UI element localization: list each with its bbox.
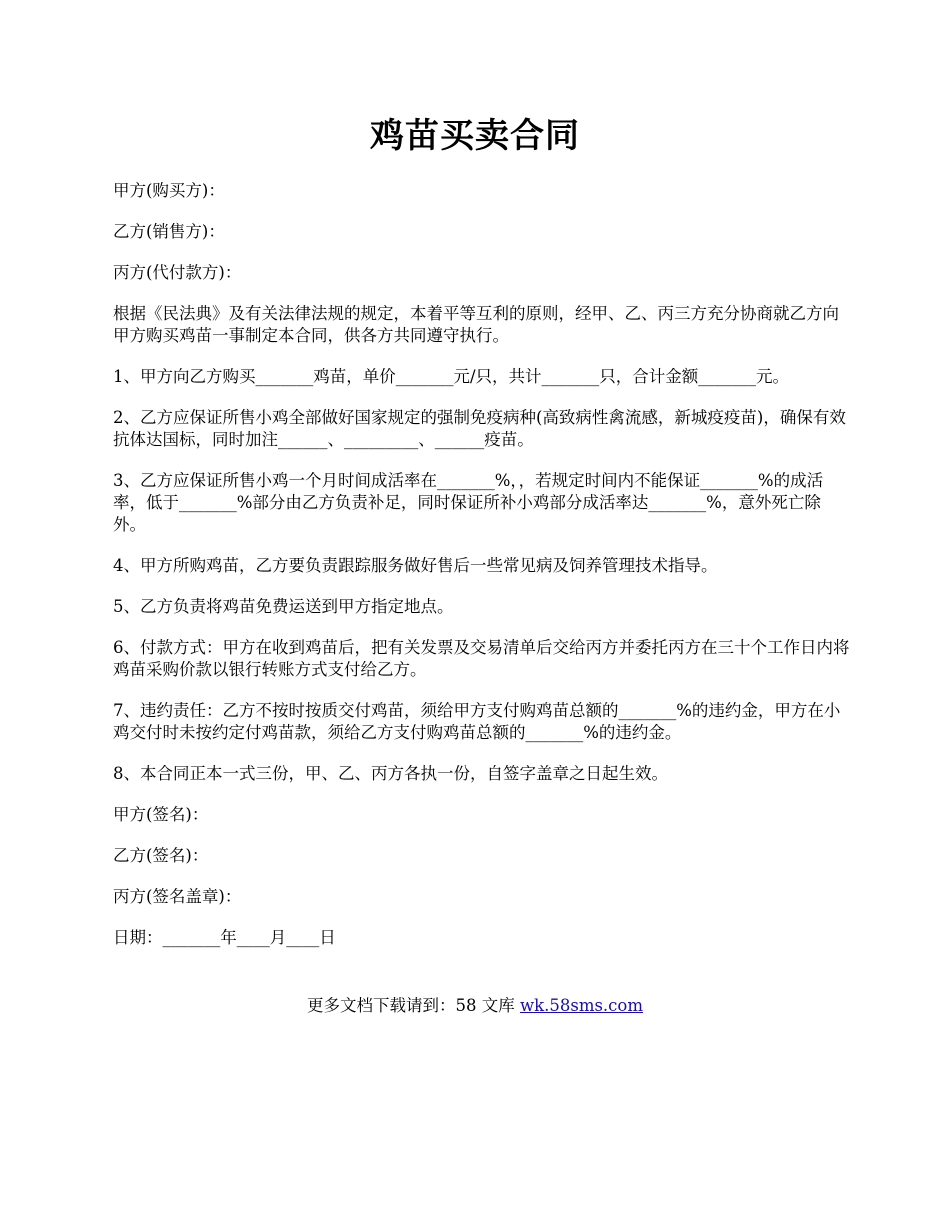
clause-7: 7、违约责任：乙方不按时按质交付鸡苗，须给甲方支付购鸡苗总额的_______%的违约金，甲方在小鸡交付时未按约定付鸡苗款，须给乙方支付购鸡苗总额的_______%的违约金。 bbox=[113, 701, 841, 742]
document-title: 鸡苗买卖合同 bbox=[370, 116, 580, 156]
clause-8: 8、本合同正本一式三份，甲、乙、丙方各执一份，自签字盖章之日起生效。 bbox=[113, 764, 668, 783]
party-c-line: 丙方(代付款方)： bbox=[113, 263, 242, 282]
preamble-paragraph: 根据《民法典》及有关法律法规的规定，本着平等互利的原则，经甲、乙、丙三方充分协商就乙方向甲方购买鸡苗一事制定本合同，供各方共同遵守执行。 bbox=[113, 304, 839, 345]
clause-4: 4、甲方所购鸡苗，乙方要负责跟踪服务做好售后一些常见病及饲养管理技术指导。 bbox=[113, 556, 718, 575]
signature-party-c: 丙方(签名盖章)： bbox=[113, 887, 242, 906]
clause-1: 1、甲方向乙方购买_______鸡苗，单价_______元/只，共计_______只，合计金额_______元。 bbox=[113, 367, 790, 386]
footer bbox=[0, 994, 950, 1018]
footer-prefix: 更多文档下载请到：58 文库 bbox=[306, 996, 520, 1015]
clause-2: 2、乙方应保证所售小鸡全部做好国家规定的强制免疫病种(高致病性禽流感，新城疫疫苗)，确保有效抗体达国标，同时加注______、_________、______疫苗。 bbox=[113, 408, 846, 449]
clause-3: 3、乙方应保证所售小鸡一个月时间成活率在_______%，，若规定时间内不能保证_______%的成活率，低于_______%部分由乙方负责补足，同时保证所补小鸡部分成活率达_______%，意外死亡除外。 bbox=[113, 471, 824, 534]
document-body bbox=[113, 180, 853, 968]
signature-date: 日期：_______年____月____日 bbox=[113, 928, 336, 947]
party-a-line: 甲方(购买方)： bbox=[113, 181, 225, 200]
signature-party-a: 甲方(签名)： bbox=[113, 805, 209, 824]
clause-6: 6、付款方式：甲方在收到鸡苗后，把有关发票及交易清单后交给丙方并委托丙方在三十个工作日内将鸡苗采购价款以银行转账方式支付给乙方。 bbox=[113, 638, 850, 679]
party-b-line: 乙方(销售方)： bbox=[113, 222, 225, 241]
signature-party-b: 乙方(签名)： bbox=[113, 846, 209, 865]
footer-link[interactable]: wk.58sms.com bbox=[519, 996, 643, 1015]
clause-5: 5、乙方负责将鸡苗免费运送到甲方指定地点。 bbox=[113, 597, 454, 616]
